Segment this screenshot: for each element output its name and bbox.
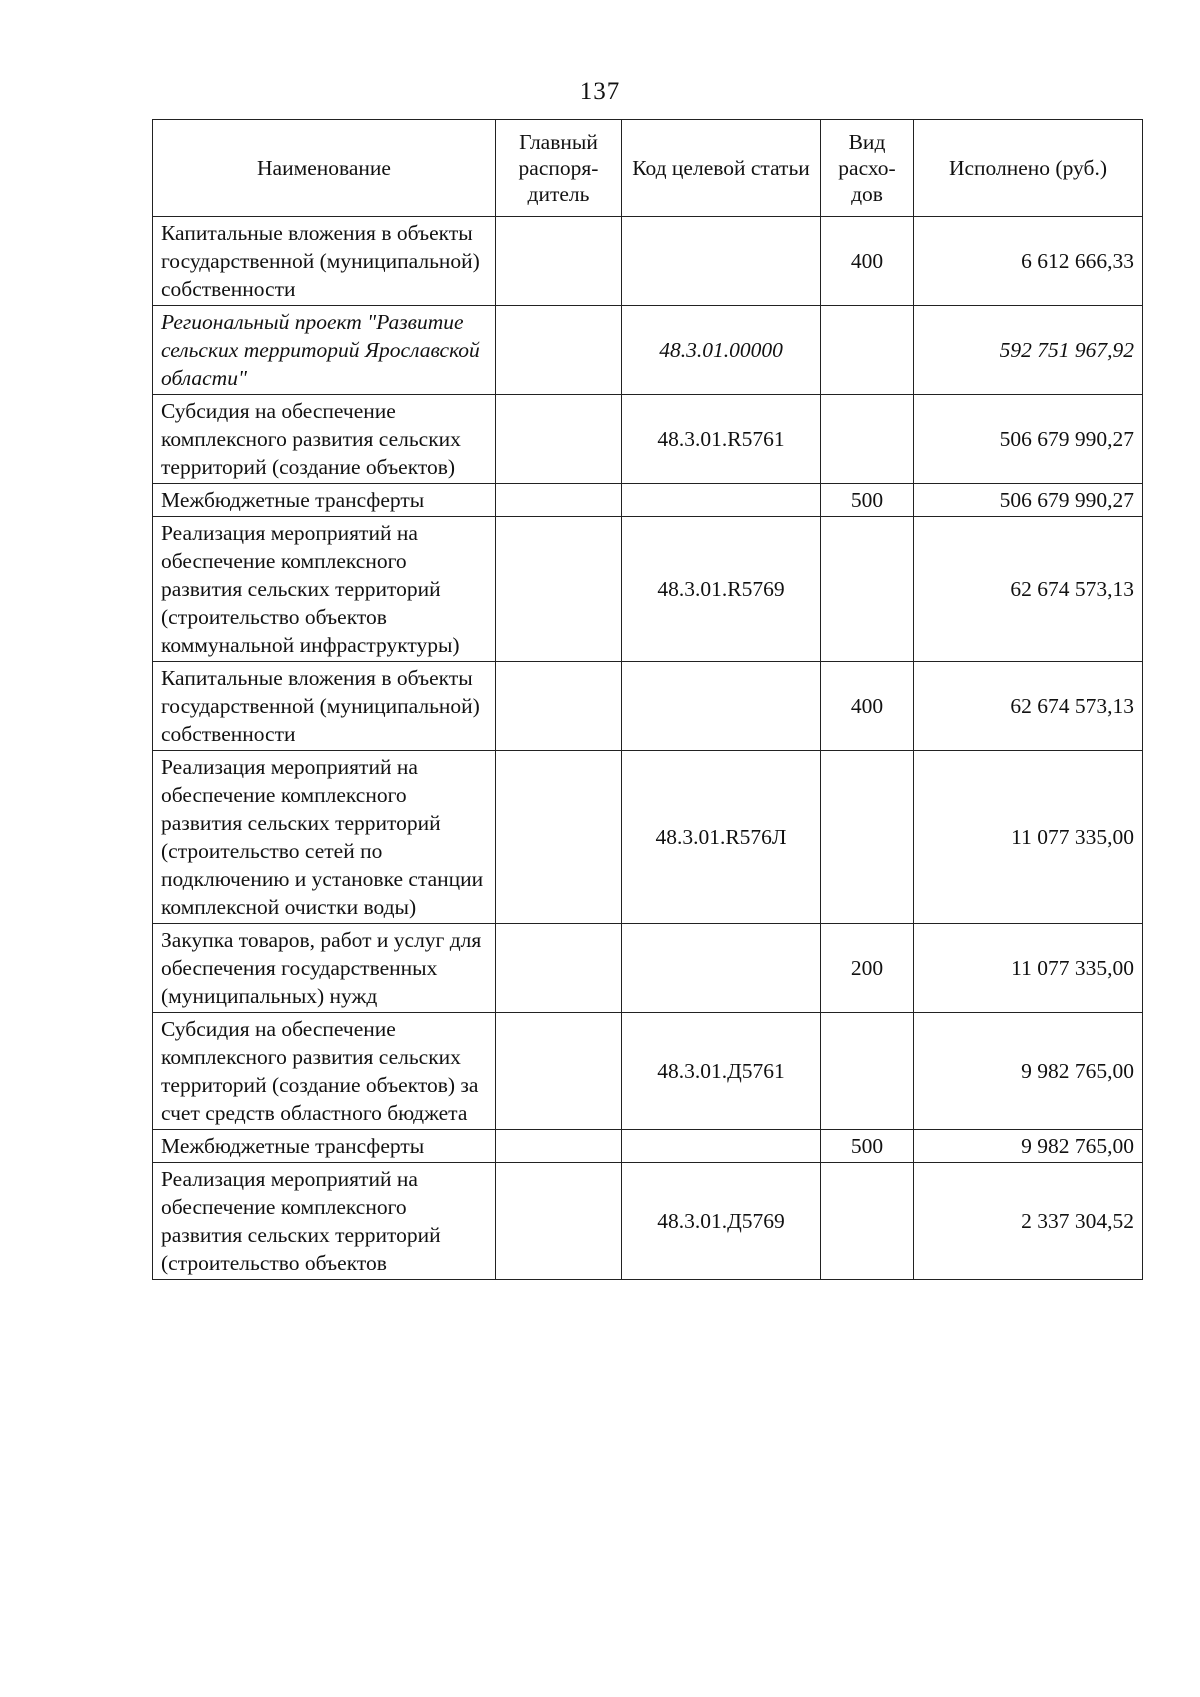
header-expense-type: Вид расхо-дов <box>821 120 914 217</box>
table-row <box>153 306 1143 395</box>
table-row <box>153 517 1143 662</box>
cell-expense-type <box>821 395 914 484</box>
cell-target-code: 48.3.01.R5761 <box>622 395 821 484</box>
cell-expense-type <box>821 1163 914 1280</box>
cell-name: Реализация мероприятий на обеспечение комплексного развития сельских территорий (строительство сетей по подключению и установке станции комплексной очистки воды) <box>153 751 496 924</box>
cell-chief-administrator <box>496 751 622 924</box>
cell-chief-administrator <box>496 1013 622 1130</box>
cell-name: Межбюджетные трансферты <box>153 1130 496 1163</box>
cell-executed-amount: 62 674 573,13 <box>914 662 1143 751</box>
cell-target-code <box>622 217 821 306</box>
cell-name: Субсидия на обеспечение комплексного развития сельских территорий (создание объектов) за счет средств областного бюджета <box>153 1013 496 1130</box>
cell-executed-amount: 6 612 666,33 <box>914 217 1143 306</box>
table-row <box>153 1130 1143 1163</box>
table-row <box>153 484 1143 517</box>
cell-chief-administrator <box>496 306 622 395</box>
cell-executed-amount: 592 751 967,92 <box>914 306 1143 395</box>
cell-name: Региональный проект "Развитие сельских территорий Ярославской области" <box>153 306 496 395</box>
cell-expense-type: 500 <box>821 484 914 517</box>
cell-target-code <box>622 924 821 1013</box>
cell-chief-administrator <box>496 1163 622 1280</box>
cell-executed-amount: 9 982 765,00 <box>914 1013 1143 1130</box>
budget-execution-table <box>152 119 1143 1280</box>
cell-name: Реализация мероприятий на обеспечение комплексного развития сельских территорий (строительство объектов <box>153 1163 496 1280</box>
header-name: Наименование <box>153 120 496 217</box>
cell-chief-administrator <box>496 1130 622 1163</box>
cell-name: Капитальные вложения в объекты государственной (муниципальной) собственности <box>153 662 496 751</box>
cell-expense-type <box>821 751 914 924</box>
cell-target-code: 48.3.01.R5769 <box>622 517 821 662</box>
table-row <box>153 395 1143 484</box>
cell-name: Реализация мероприятий на обеспечение комплексного развития сельских территорий (строительство объектов коммунальной инфраструктуры) <box>153 517 496 662</box>
table-header-row <box>153 120 1143 217</box>
cell-chief-administrator <box>496 217 622 306</box>
cell-expense-type <box>821 1013 914 1130</box>
cell-target-code <box>622 484 821 517</box>
cell-target-code: 48.3.01.Д5761 <box>622 1013 821 1130</box>
cell-expense-type: 500 <box>821 1130 914 1163</box>
cell-target-code <box>622 1130 821 1163</box>
table-row <box>153 751 1143 924</box>
cell-expense-type: 200 <box>821 924 914 1013</box>
cell-expense-type <box>821 517 914 662</box>
cell-target-code: 48.3.01.R576Л <box>622 751 821 924</box>
cell-executed-amount: 506 679 990,27 <box>914 395 1143 484</box>
table-body <box>153 217 1143 1280</box>
header-executed-amount: Исполнено (руб.) <box>914 120 1143 217</box>
cell-executed-amount: 11 077 335,00 <box>914 751 1143 924</box>
cell-chief-administrator <box>496 484 622 517</box>
page-number: 137 <box>579 78 621 105</box>
header-target-code: Код целевой статьи <box>622 120 821 217</box>
table-row <box>153 924 1143 1013</box>
cell-executed-amount: 9 982 765,00 <box>914 1130 1143 1163</box>
cell-target-code: 48.3.01.Д5769 <box>622 1163 821 1280</box>
cell-name: Закупка товаров, работ и услуг для обеспечения государственных (муниципальных) нужд <box>153 924 496 1013</box>
cell-target-code: 48.3.01.00000 <box>622 306 821 395</box>
cell-chief-administrator <box>496 517 622 662</box>
cell-expense-type: 400 <box>821 662 914 751</box>
cell-executed-amount: 506 679 990,27 <box>914 484 1143 517</box>
cell-chief-administrator <box>496 662 622 751</box>
table-row <box>153 1013 1143 1130</box>
cell-executed-amount: 2 337 304,52 <box>914 1163 1143 1280</box>
cell-chief-administrator <box>496 395 622 484</box>
cell-name: Межбюджетные трансферты <box>153 484 496 517</box>
cell-name: Капитальные вложения в объекты государственной (муниципальной) собственности <box>153 217 496 306</box>
cell-executed-amount: 62 674 573,13 <box>914 517 1143 662</box>
table-row <box>153 217 1143 306</box>
cell-expense-type: 400 <box>821 217 914 306</box>
cell-name: Субсидия на обеспечение комплексного развития сельских территорий (создание объектов) <box>153 395 496 484</box>
header-chief-administrator: Главный распоря-дитель <box>496 120 622 217</box>
cell-chief-administrator <box>496 924 622 1013</box>
table-row <box>153 662 1143 751</box>
cell-expense-type <box>821 306 914 395</box>
cell-executed-amount: 11 077 335,00 <box>914 924 1143 1013</box>
table-row <box>153 1163 1143 1280</box>
cell-target-code <box>622 662 821 751</box>
